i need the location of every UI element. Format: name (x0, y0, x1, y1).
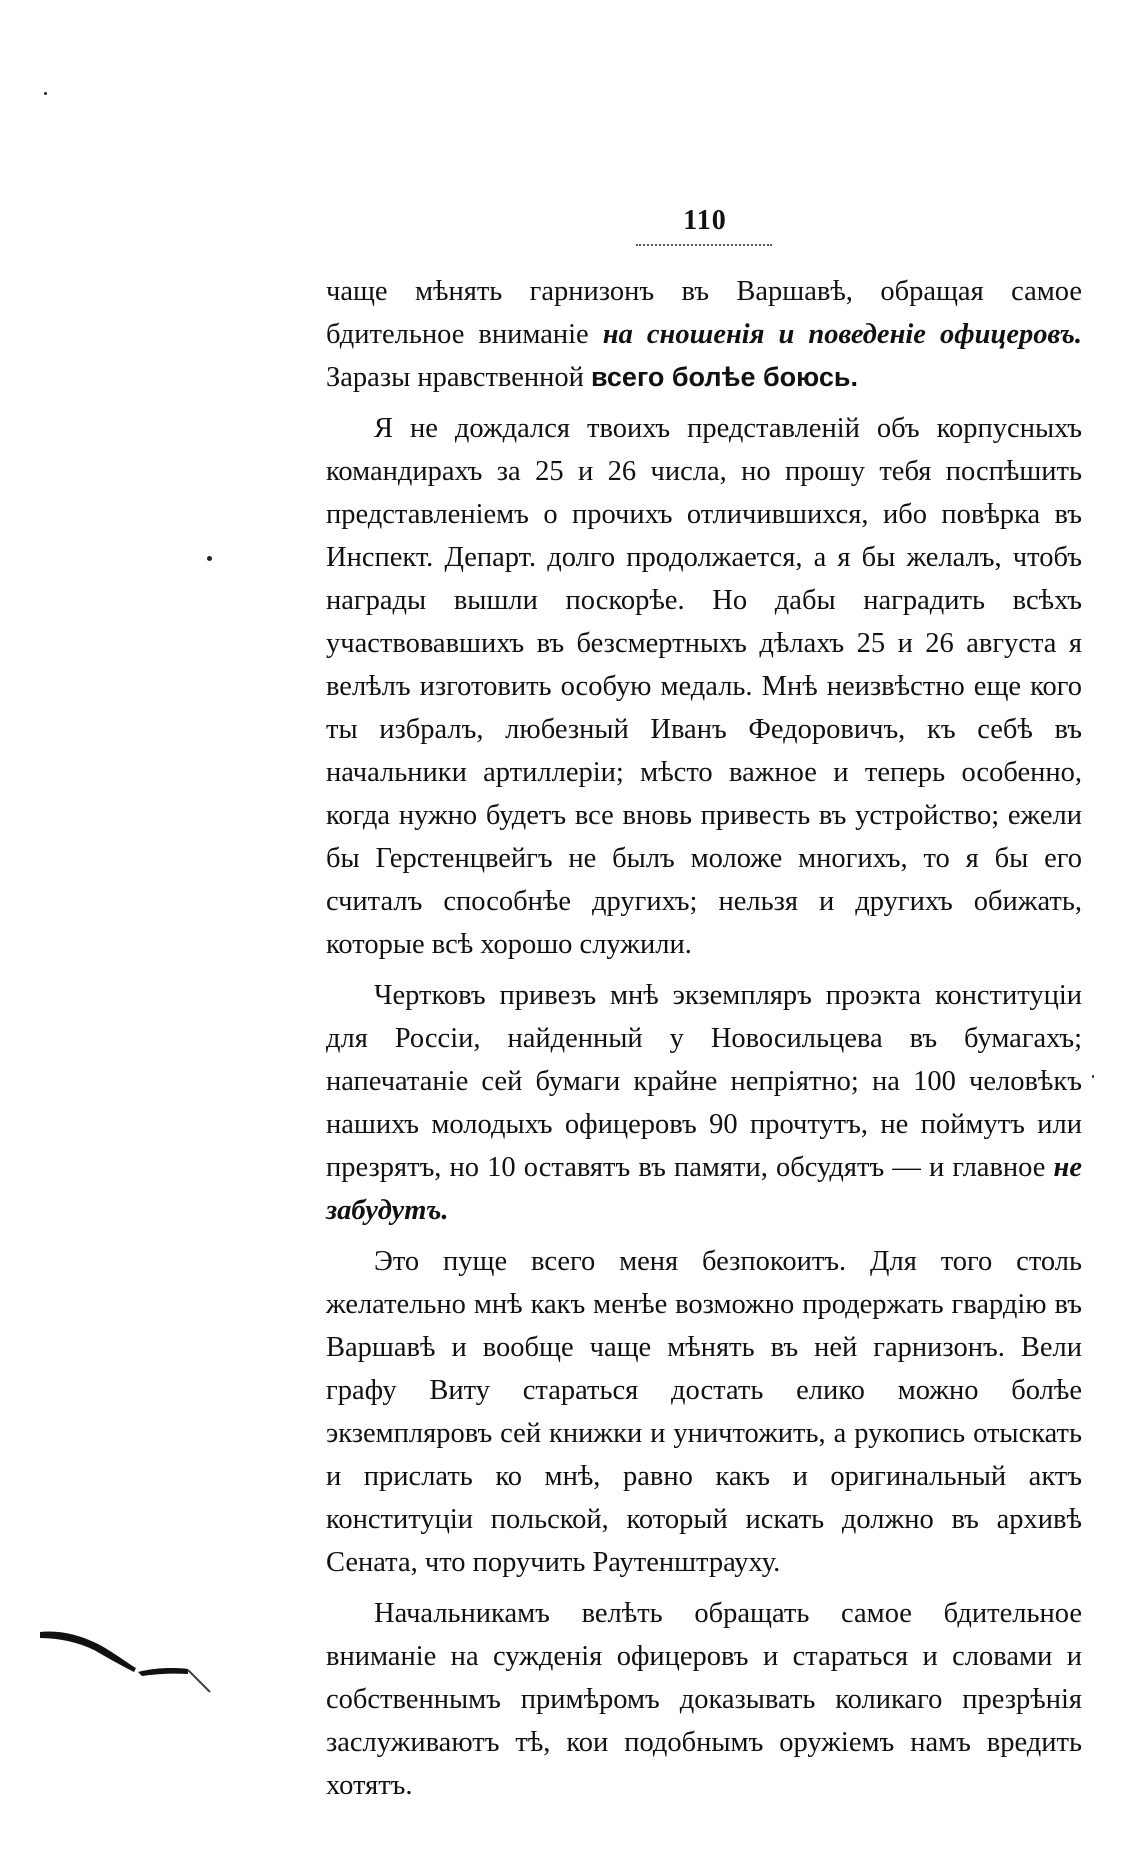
scan-speck (1092, 1075, 1094, 1078)
paragraph-4: Это пуще всего меня безпокоитъ. Для того столь желательно мнѣ какъ менѣе возможно продержать гвардію въ Варшавѣ и вообще чаще мѣнять въ ней гарнизонъ. Вели графу Виту стараться достать елико можно болѣе экземпляровъ сей книжки и уничтожить, а рукопись отыскать и прислать ко мнѣ, равно какъ и оригинальный актъ конституціи польской, который искать должно въ архивѣ Сената, что поручить Раутенштрауху. (326, 1246, 1082, 1578)
paragraph-2: Я не дождался твоихъ представленій объ корпусныхъ командирахъ за 25 и 26 числа, но прошу тебя поспѣшить представленіемъ о прочихъ отличившихся, ибо повѣрка въ Инспект. Департ. долго продолжается, а я бы желалъ, чтобъ награды вышли поскорѣе. Но дабы наградить всѣхъ участвовавшихъ въ безсмертныхъ дѣлахъ 25 и 26 августа я велѣлъ изготовить особую медаль. Мнѣ неизвѣстно еще кого ты избралъ, любезный Иванъ Федоровичъ, къ себѣ въ начальники артиллеріи; мѣсто важное и теперь особенно, когда нужно будетъ все вновь привесть въ устройство; ежели бы Герстенцвейгъ не былъ моложе многихъ, то я бы его считалъ способнѣе другихъ; нельзя и другихъ обижать, которые всѣ хорошо служили. (326, 413, 1082, 960)
paragraph-1-italic: на сношенія и поведеніе офицеровъ. (602, 319, 1083, 350)
paragraph-3 (326, 974, 1082, 1232)
paragraph-3-start: Чертковъ привезъ мнѣ экземпляръ проэкта конституціи для Россіи, найденный у Новосильцева въ бумагахъ; напечатаніе сей бумаги крайне непріятно; на 100 человѣкъ нашихъ молодыхъ офицеровъ 90 прочтутъ, не поймутъ или презрятъ, но 10 оставятъ въ памяти, обсудятъ — и главное (326, 980, 1082, 1183)
paragraph-5: Начальникамъ велѣть обращать самое бдительное вниманіе на сужденія офицеровъ и стараться и словами и собственнымъ примѣромъ доказывать коликаго презрѣнія заслуживаютъ тѣ, кои подобнымъ оружіемъ намъ вредить хотятъ. (326, 1598, 1082, 1801)
body-text (326, 270, 1082, 1815)
paragraph-1-bold: всего болѣе боюсь. (590, 362, 858, 392)
paragraph-1-start: чаще мѣнять гарнизонъ въ Варшавѣ, обращая самое бдительное вниманіе (326, 276, 1082, 350)
scan-speck (207, 556, 212, 561)
scan-smudge-mark (38, 1628, 218, 1698)
paragraph-1 (326, 270, 1082, 399)
scan-speck (44, 92, 47, 95)
page-number-ornament (636, 238, 772, 246)
page-number: 110 (683, 205, 727, 236)
paragraph-3-italic: не забудутъ. (326, 1152, 1082, 1226)
paragraph-1-middle: Заразы нравственной (326, 362, 591, 393)
